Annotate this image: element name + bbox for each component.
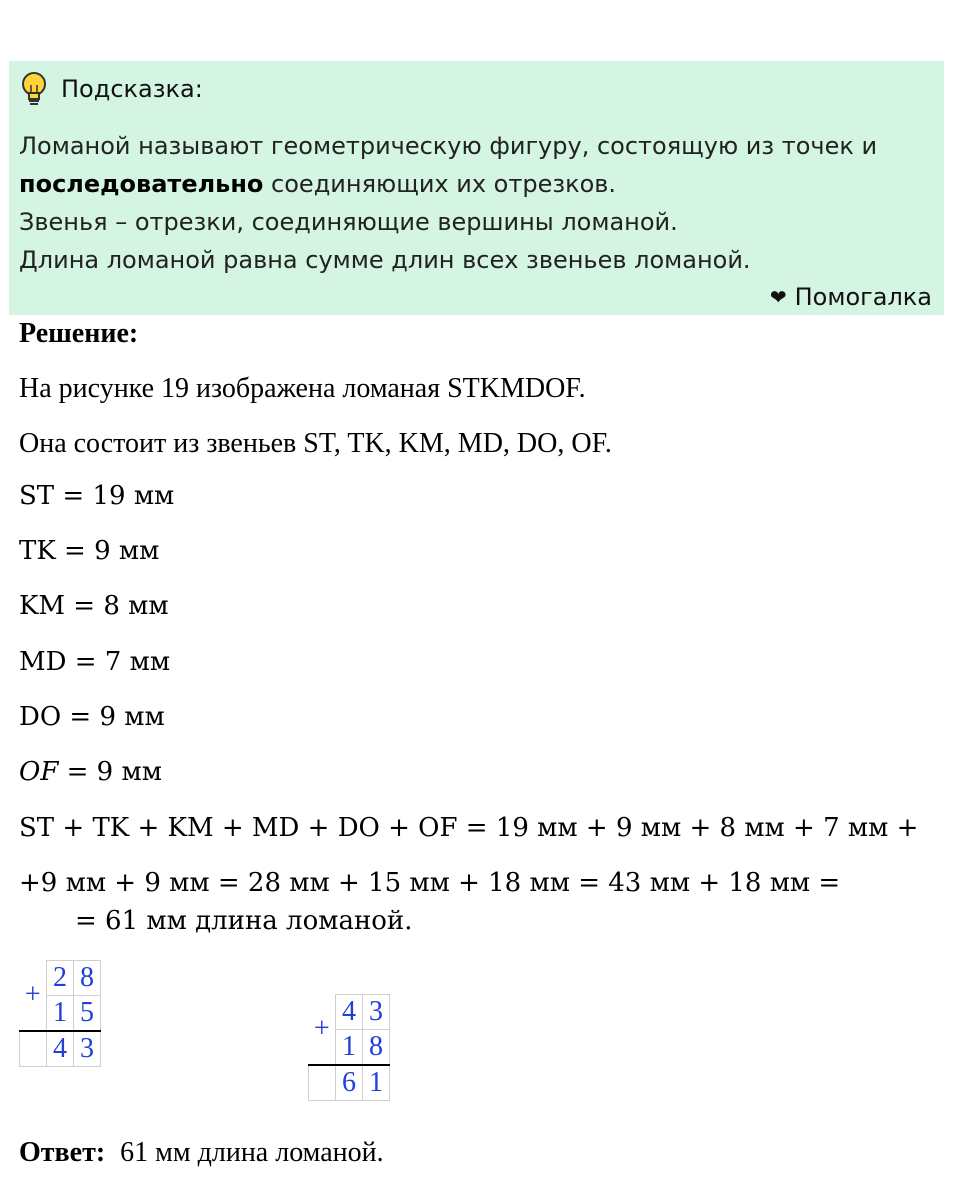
equation (19, 757, 162, 787)
sum-line: +9 мм + 9 мм = 28 мм + 15 мм + 18 мм = 43 мм + 18 мм = (19, 868, 841, 898)
hint-line (19, 165, 929, 203)
answer-text: 61 мм длина ломаной. (120, 1137, 384, 1168)
equation: TK = 9 мм (19, 536, 160, 566)
solution-paragraph: Она состоит из звеньев ST, TK, KM, MD, DO, OF. (19, 428, 612, 459)
digit: 8 (74, 961, 101, 996)
heart-icon: ❤ (769, 285, 787, 309)
digit: 1 (363, 1065, 390, 1101)
hint-bold-word: последовательно (19, 170, 264, 198)
equation: DO = 9 мм (19, 702, 165, 732)
solution-paragraph: На рисунке 19 изображена ломаная STKMDOF. (19, 373, 586, 404)
digit: 1 (47, 996, 74, 1032)
hint-line: Длина ломаной равна сумме длин всех звеньев ломаной. (19, 246, 751, 274)
column-addition-2 (308, 994, 390, 1101)
digit: 4 (47, 1031, 74, 1067)
hint-line-rest: соединяющих их отрезков. (263, 170, 617, 198)
hint-header (19, 71, 203, 107)
digit: 5 (74, 996, 101, 1032)
digit: 4 (336, 995, 363, 1030)
digit: 1 (336, 1030, 363, 1066)
equation: ST = 19 мм (19, 481, 175, 511)
hint-line: Ломаной называют геометрическую фигуру, состоящую из точек и (19, 132, 878, 160)
digit: 3 (363, 995, 390, 1030)
column-addition-1 (19, 960, 101, 1067)
sum-line: ST + TK + KM + MD + DO + OF = 19 мм + 9 мм + 8 мм + 7 мм + (19, 813, 919, 843)
empty-cell (309, 1065, 336, 1101)
equation: MD = 7 мм (19, 647, 171, 677)
digit: 6 (336, 1065, 363, 1101)
brand-label: Помогалка (794, 283, 932, 311)
plus-sign: + (24, 979, 41, 1011)
hint-line: Звенья – отрезки, соединяющие вершины ломаной. (19, 208, 678, 236)
hint-title: Подсказка: (61, 75, 203, 103)
sum-line: = 61 мм длина ломаной. (75, 906, 413, 936)
hint-box (9, 61, 944, 315)
digit: 3 (74, 1031, 101, 1067)
equation-rest: = 9 мм (58, 757, 162, 787)
brand (770, 283, 932, 311)
variable: OF (19, 757, 59, 787)
plus-sign: + (313, 1013, 330, 1045)
answer-label: Ответ: (19, 1137, 106, 1168)
empty-cell (20, 1031, 47, 1067)
solution-heading: Решение: (19, 318, 139, 349)
digit: 2 (47, 961, 74, 996)
answer (19, 1137, 384, 1169)
lightbulb-icon (19, 71, 49, 107)
equation: KM = 8 мм (19, 591, 169, 621)
hint-text (19, 127, 929, 279)
digit: 8 (363, 1030, 390, 1066)
